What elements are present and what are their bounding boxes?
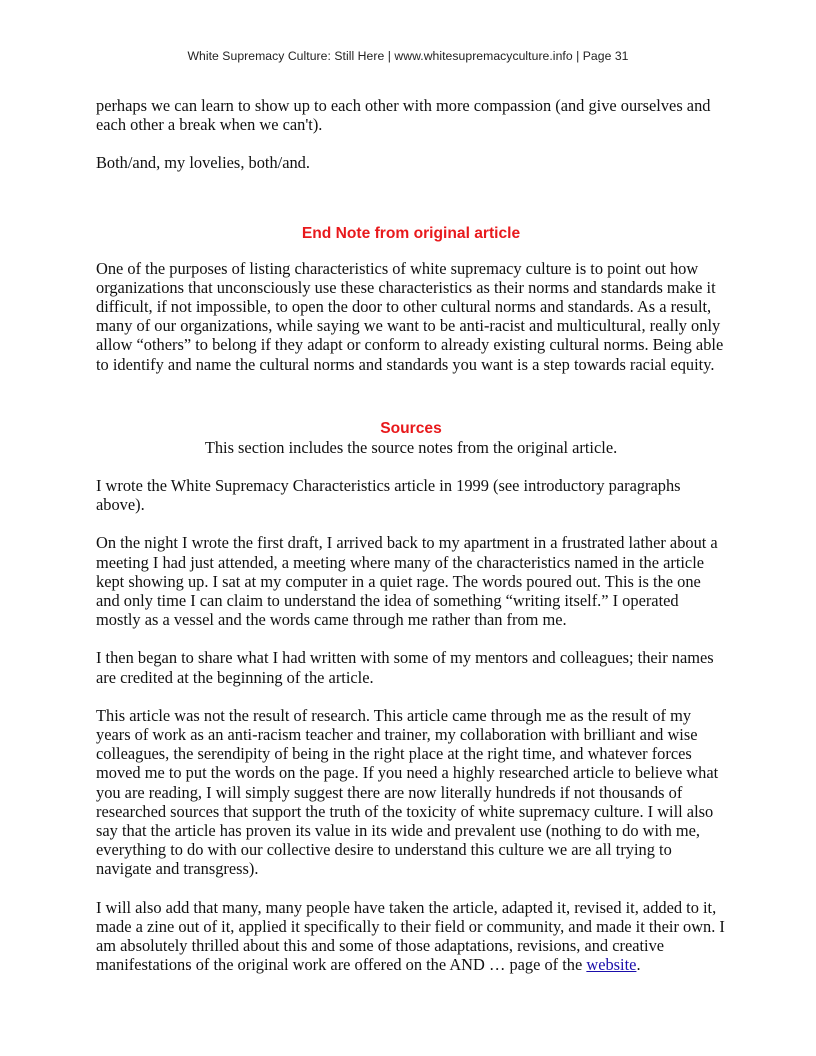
sources-paragraph-2: On the night I wrote the first draft, I arrived back to my apartment in a frustrated lather about a meeting I had just attended, a meeting where many of the characteristics named in the article kept showing up. I sat at my computer in a quiet rage. The words poured out. This is the one and only time I can claim to understand the idea of something “writing itself.” I operated mostly as a vessel and the words came through me rather than from me. bbox=[96, 533, 718, 630]
intro-paragraph: perhaps we can learn to show up to each other with more compassion (and give ourselves and each other a break when we can't). bbox=[96, 96, 711, 135]
website-link[interactable]: website bbox=[586, 955, 637, 975]
sources-paragraph-1: I wrote the White Supremacy Characteristics article in 1999 (see introductory paragraphs above). bbox=[96, 476, 681, 515]
page-body bbox=[96, 96, 726, 975]
intro-closing-line: Both/and, my lovelies, both/and. bbox=[96, 153, 310, 173]
page-header: White Supremacy Culture: Still Here | www.whitesupremacyculture.info | Page 31 bbox=[187, 49, 629, 63]
sources-paragraph-5-text: I will also add that many, many people have taken the article, adapted it, revised it, added to it, made a zine out of it, applied it specifically to their field or community, and made it their own. I am absolutely thrilled about this and some of those adaptations, revisions, and creative manifestations of the original work are offered on the AND … page of the bbox=[96, 897, 725, 975]
end-note-paragraph: One of the purposes of listing characteristics of white supremacy culture is to point out how organizations that unconsciously use these characteristics as their norms and standards make it difficult, if not impossible, to open the door to other cultural norms and standards. As a result, many of our organizations, while saying we want to be anti-racist and multicultural, really only allow “others” to belong if they adapt or conform to already existing cultural norms. Being able to identify and name the cultural norms and standards you want is a step towards racial equity. bbox=[96, 258, 724, 374]
sources-paragraph-5-end: . bbox=[636, 955, 641, 975]
end-note-heading: End Note from original article bbox=[301, 224, 521, 242]
sources-paragraph-3: I then began to share what I had written with some of my mentors and colleagues; their names are credited at the beginning of the article. bbox=[96, 648, 714, 687]
sources-paragraph-4: This article was not the result of research. This article came through me as the result of my years of work as an anti-racism teacher and trainer, my collaboration with brilliant and wise colleagues, the serendipity of being in the right place at the right time, and whatever forces moved me to put the words on the page. If you need a highly researched article to believe what you are reading, I will simply suggest there are now literally hundreds if not thousands of researched sources that support the truth of the toxicity of white supremacy culture. I will also say that the article has proven its value in its wide and prevalent use (nothing to do with me, everything to do with our collective desire to understand this culture we are all trying to navigate and transgress). bbox=[96, 705, 719, 879]
sources-paragraph-5 bbox=[96, 898, 726, 975]
sources-heading: Sources bbox=[380, 419, 442, 437]
sources-subtitle: This section includes the source notes from the original article. bbox=[204, 437, 618, 457]
